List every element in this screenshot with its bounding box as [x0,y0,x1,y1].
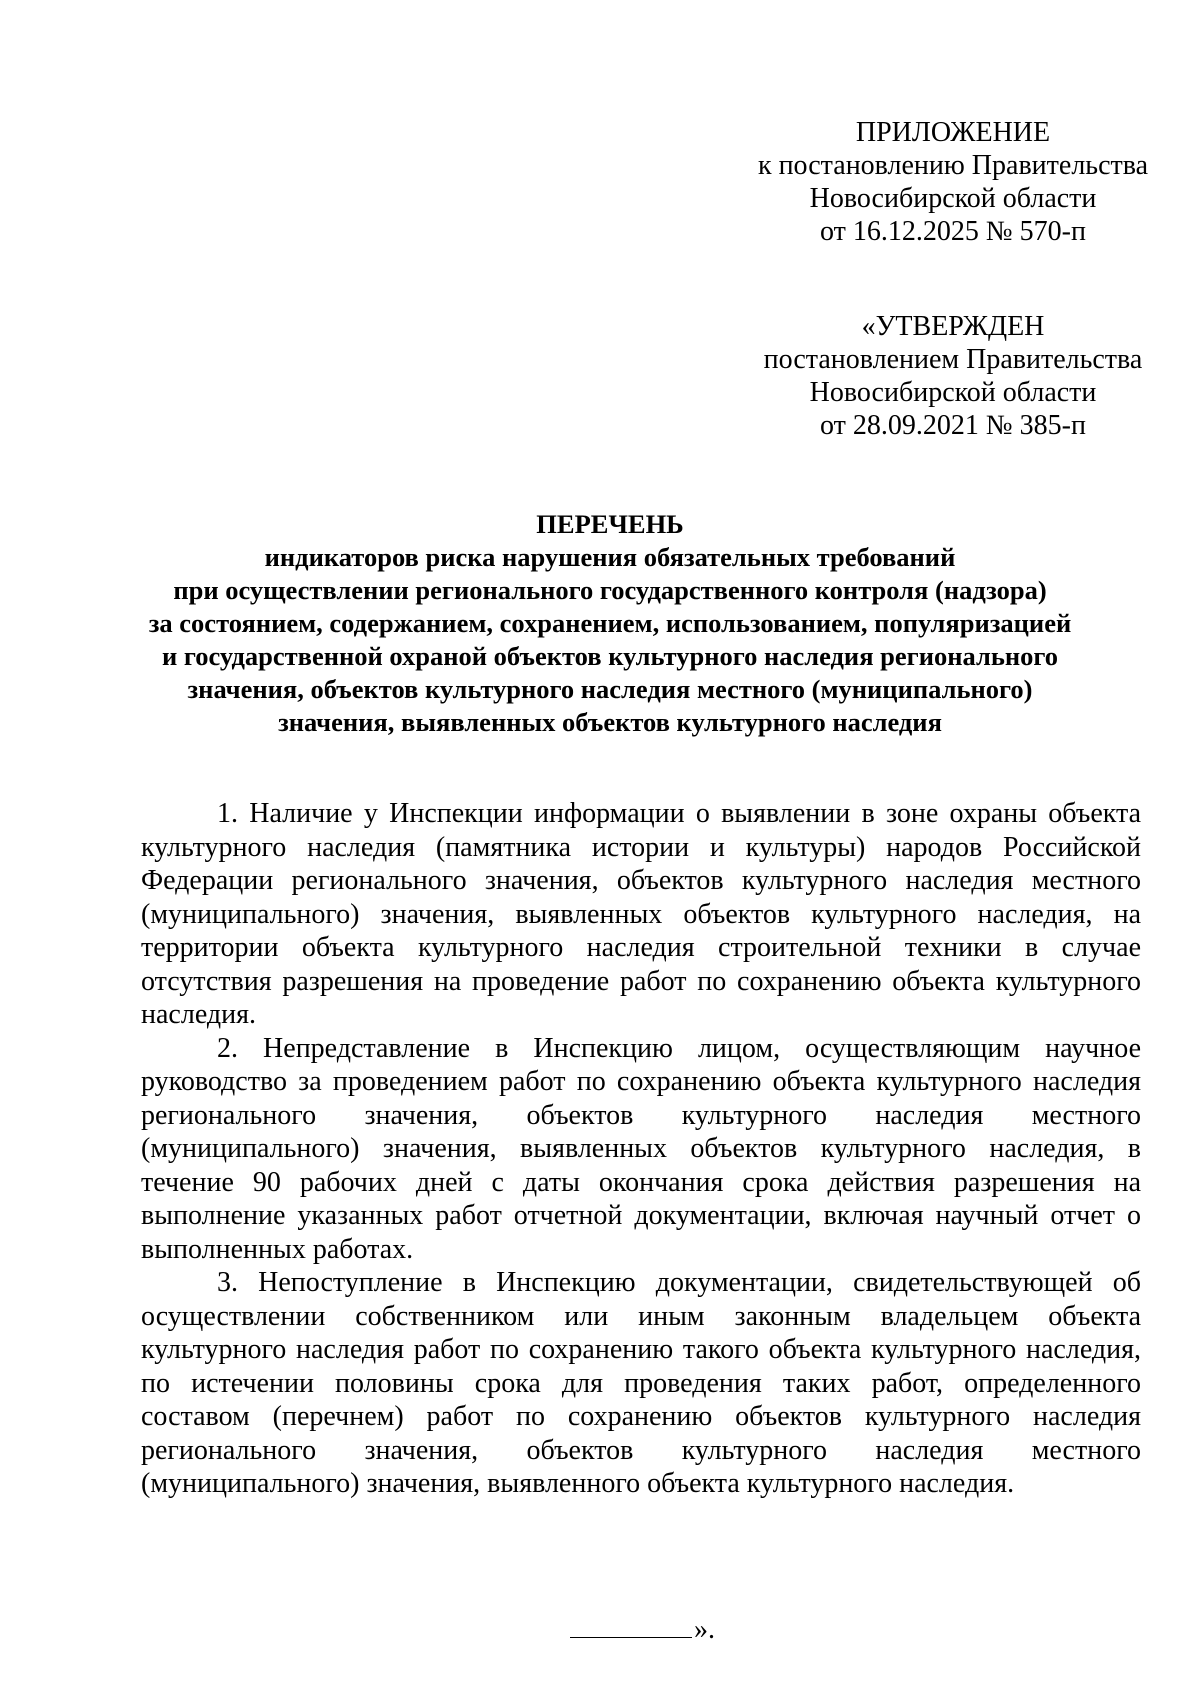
title-line: значения, выявленных объектов культурного наследия [278,707,942,737]
appendix-label: ПРИЛОЖЕНИЕ [855,117,1051,148]
title-line: при осуществлении регионального государственного контроля (надзора) [173,575,1047,605]
appendix-reference: к постановлению Правительства [757,150,1149,181]
closing-rule [570,1637,692,1638]
approval-label: «УТВЕРЖДЕН [861,311,1045,342]
document-title [130,508,1090,739]
approval-date-number: от 28.09.2021 № 385-п [820,410,1086,441]
title-line: за состоянием, содержанием, сохранением, использованием, популяризацией [148,608,1072,638]
list-item: 1. Наличие у Инспекции информации о выявлении в зоне охраны объекта культурного наследия (памятника истории и культуры) народов Российской Федерации регионального значения, объектов культурного наследия местного (муниципального) значения, выявленных объектов культурного наследия, на территории объекта культурного наследия строительной техники в случае отсутствия разрешения на проведение работ по сохранению объекта культурного наследия. [141,798,1141,1030]
title-line: значения, объектов культурного наследия местного (муниципального) [187,674,1033,704]
title-heading: ПЕРЕЧЕНЬ [536,509,684,539]
approval-reference: постановлением Правительства [763,344,1143,375]
indicator-list [141,797,1141,1501]
title-line: индикаторов риска нарушения обязательных требований [264,542,956,572]
list-item: 2. Непредставление в Инспекцию лицом, осуществляющим научное руководство за проведением работ по сохранению объекта культурного наследия регионального значения, объектов культурного наследия местного (муниципального) значения, выявленных объектов культурного наследия, в течение 90 рабочих дней с даты окончания срока действия разрешения на выполнение указанных работ отчетной документации, включая научный отчет о выполненных работах. [141,1032,1141,1265]
approval-region: Новосибирской области [809,377,1097,408]
list-item: 3. Непоступление в Инспекцию документации, свидетельствующей об осуществлении собственником или иным законным владельцем объекта культурного наследия работ по сохранению такого объекта культурного наследия, по истечении половины срока для проведения таких работ, определенного составом (перечнем) работ по сохранению объектов культурного наследия регионального значения, объектов культурного наследия местного (муниципального) значения, выявленного объекта культурного наследия. [141,1267,1141,1499]
approval-header [748,310,1158,442]
appendix-header [748,116,1158,248]
closing-mark [570,1613,715,1646]
appendix-region: Новосибирской области [809,183,1097,214]
closing-quote: ». [694,1614,715,1645]
title-line: и государственной охраной объектов культурного наследия регионального [162,641,1058,671]
appendix-date-number: от 16.12.2025 № 570-п [820,216,1086,247]
